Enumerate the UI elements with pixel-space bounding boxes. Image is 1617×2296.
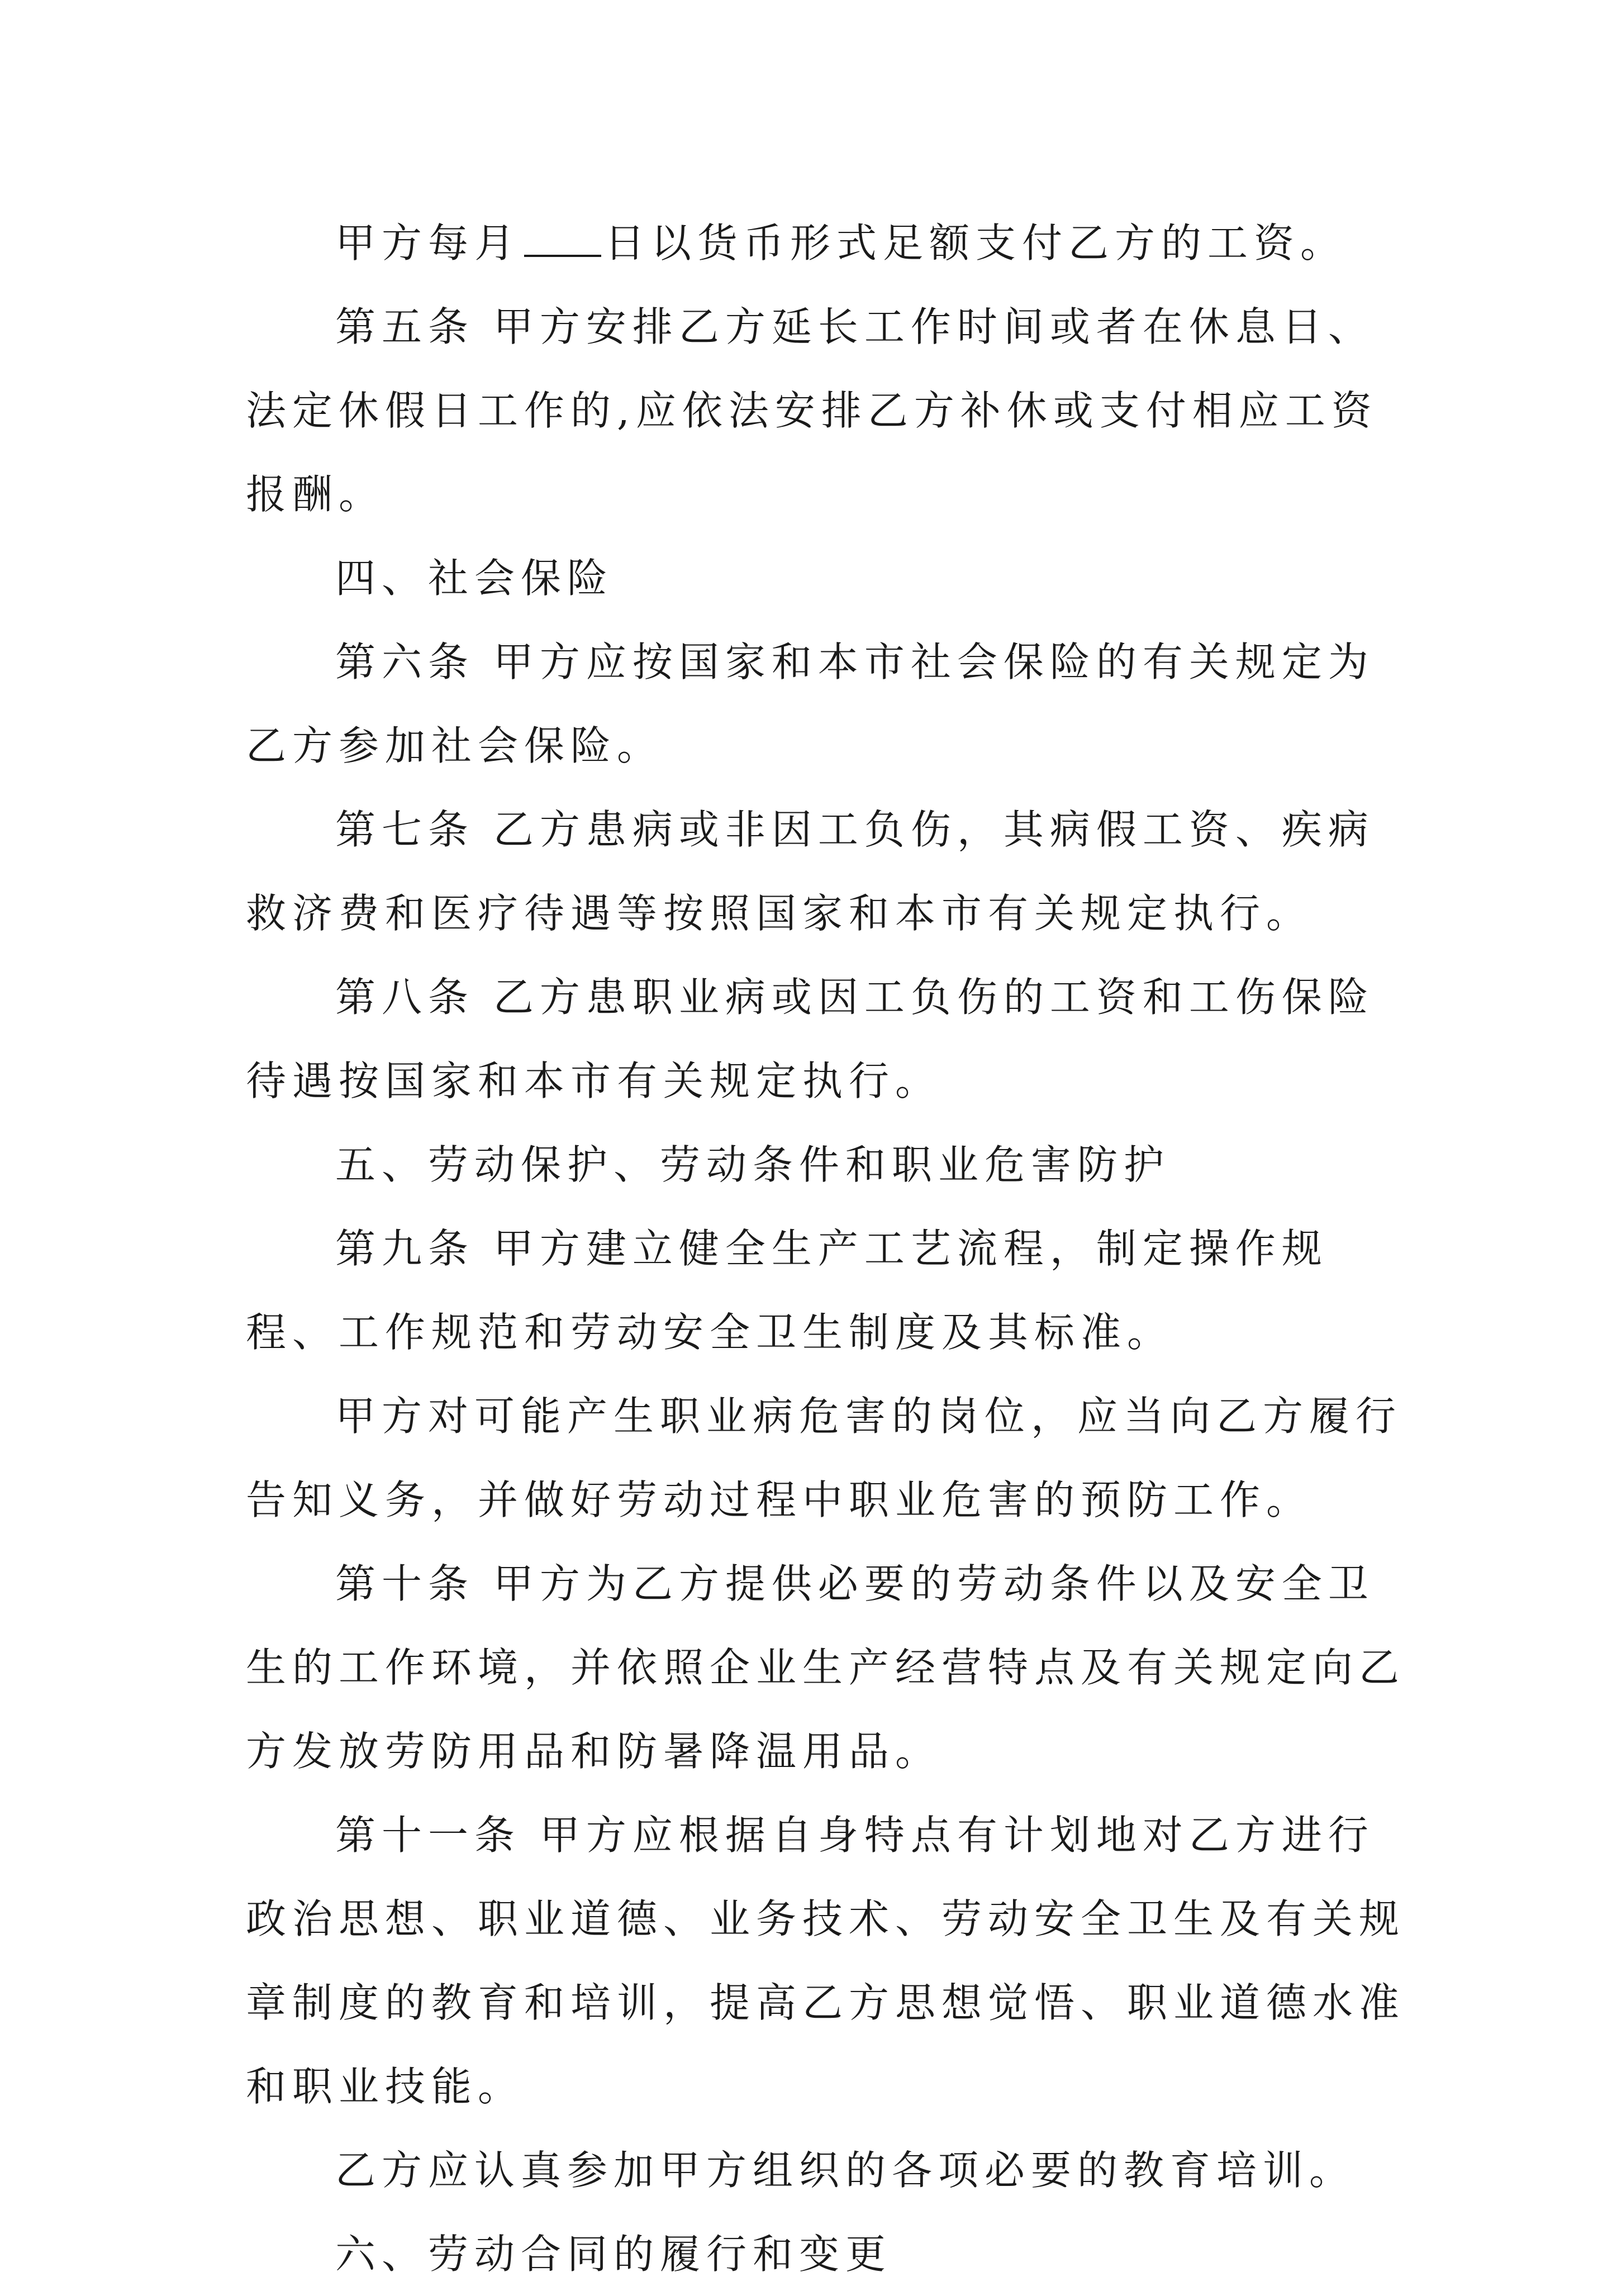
article-8: 第八条 乙方患职业病或因工负伤的工资和工伤保险待遇按国家和本市有关规定执行。 bbox=[246, 974, 1375, 1104]
section-heading-labor-protection: 五、劳动保护、劳动条件和职业危害防护 bbox=[335, 1141, 1171, 1188]
paragraph-training-participation: 乙方应认真参加甲方组织的各项必要的教育培训。 bbox=[335, 2147, 1356, 2194]
article-6: 第六条 甲方应按国家和本市社会保险的有关规定为乙方参加社会保险。 bbox=[246, 639, 1375, 769]
section-heading-social-insurance: 四、社会保险 bbox=[335, 555, 614, 602]
article-5: 第五条 甲方安排乙方延长工作时间或者在休息日、法定休假日工作的,应依法安排乙方补休或支付相应工资报酬。 bbox=[246, 303, 1378, 518]
article-9: 第九条 甲方建立健全生产工艺流程，制定操作规程、工作规范和劳动安全卫生制度及其标准。 bbox=[246, 1225, 1328, 1356]
article-11: 第十一条 甲方应根据自身特点有计划地对乙方进行政治思想、职业道德、业务技术、劳动安全卫生及有关规章制度的教育和培训，提高乙方思想觉悟、职业道德水准和职业技能。 bbox=[246, 1812, 1406, 2110]
article-10: 第十条 甲方为乙方提供必要的劳动条件以及安全卫生的工作环境，并依照企业生产经营特点及有关规定向乙方发放劳防用品和防暑降温用品。 bbox=[246, 1560, 1406, 1775]
paragraph-text-post: 日以货币形式足额支付乙方的工资。 bbox=[605, 220, 1347, 266]
article-7: 第七条 乙方患病或非因工负伤，其病假工资、疾病救济费和医疗待遇等按照国家和本市有关规定执行。 bbox=[246, 806, 1375, 937]
paragraph-text-pre: 甲方每月 bbox=[335, 220, 521, 266]
document-body bbox=[246, 201, 1419, 2296]
blank-day-field bbox=[524, 221, 601, 257]
section-heading-contract-performance: 六、劳动合同的履行和变更 bbox=[335, 2231, 892, 2278]
paragraph-salary-payment bbox=[246, 201, 1419, 285]
paragraph-occupational-hazard-notice: 甲方对可能产生职业病危害的岗位，应当向乙方履行告知义务，并做好劳动过程中职业危害的预防工作。 bbox=[246, 1393, 1402, 1523]
